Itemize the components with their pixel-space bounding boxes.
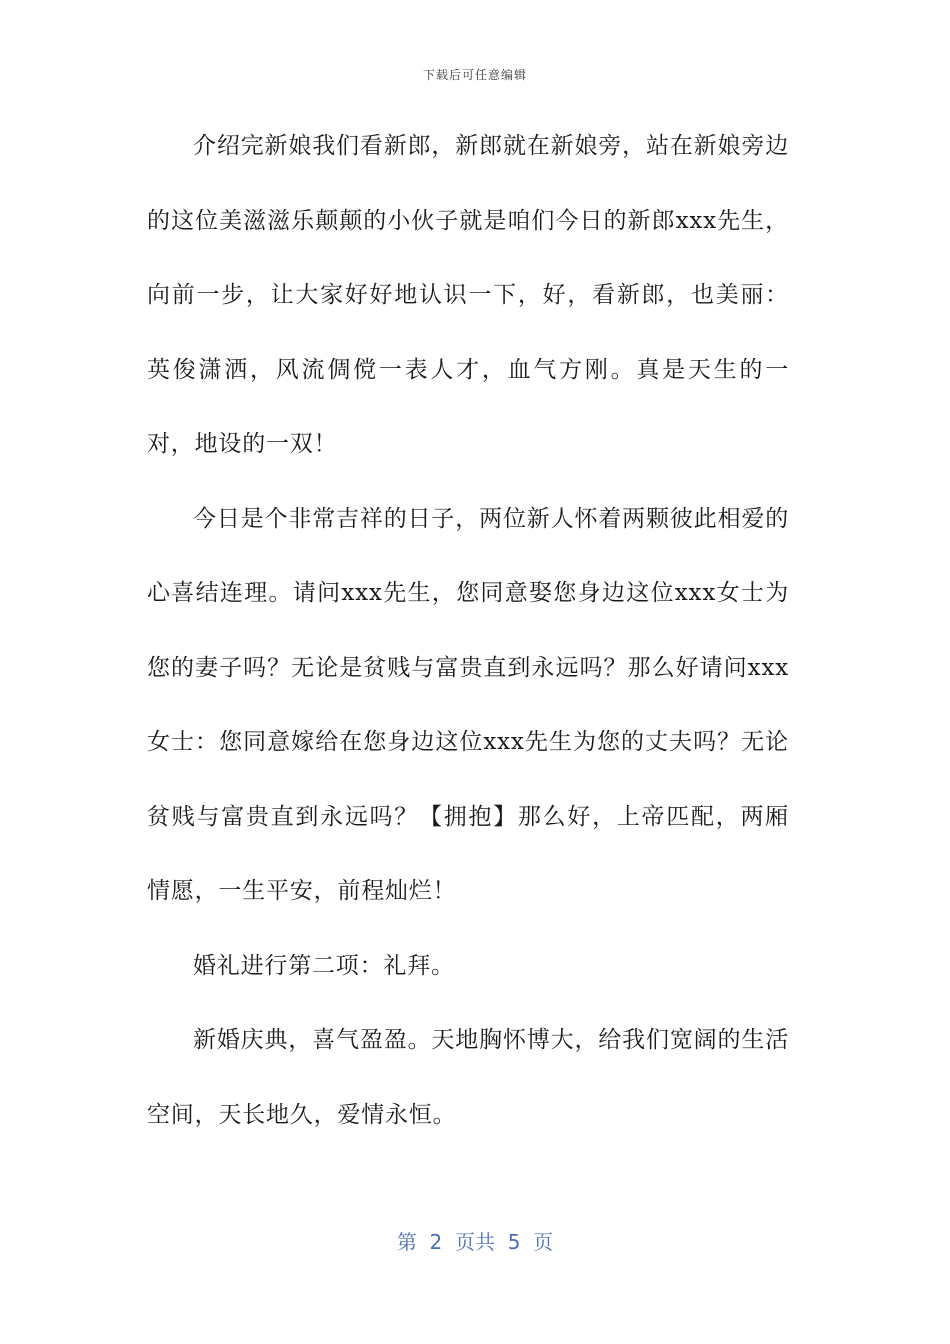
- document-body: [147, 109, 789, 1152]
- paragraph-celebration: 新婚庆典，喜气盈盈。天地胸怀博大，给我们宽阔的生活空间，天长地久，爱情永恒。: [147, 1027, 789, 1128]
- paragraph-wedding-vows: 今日是个非常吉祥的日子，两位新人怀着两颗彼此相爱的心喜结连理。请问xxx先生，您同意娶您身边这位xxx女士为您的妻子吗？无论是贫贱与富贵直到永远吗？那么好请问xxx女士：您同意嫁给在您身边这位xxx先生为您的丈夫吗？无论贫贱与富贵直到永远吗？【拥抱】那么好，上帝匹配，两厢情愿，一生平安，前程灿烂！: [147, 505, 789, 904]
- paragraph-groom-introduction: 介绍完新娘我们看新郎，新郎就在新娘旁，站在新娘旁边的这位美滋滋乐颠颠的小伙子就是咱们今日的新郎xxx先生，向前一步，让大家好好地认识一下，好，看新郎，也美丽：英俊潇洒，风流倜傥一表人才，血气方刚。真是天生的一对，地设的一双！: [147, 133, 789, 457]
- paragraph-second-item: 婚礼进行第二项：礼拜。: [193, 952, 455, 979]
- page-header: 下载后可任意编辑: [422, 68, 527, 82]
- page-number-footer: 第 2 页共 5 页: [396, 1230, 554, 1254]
